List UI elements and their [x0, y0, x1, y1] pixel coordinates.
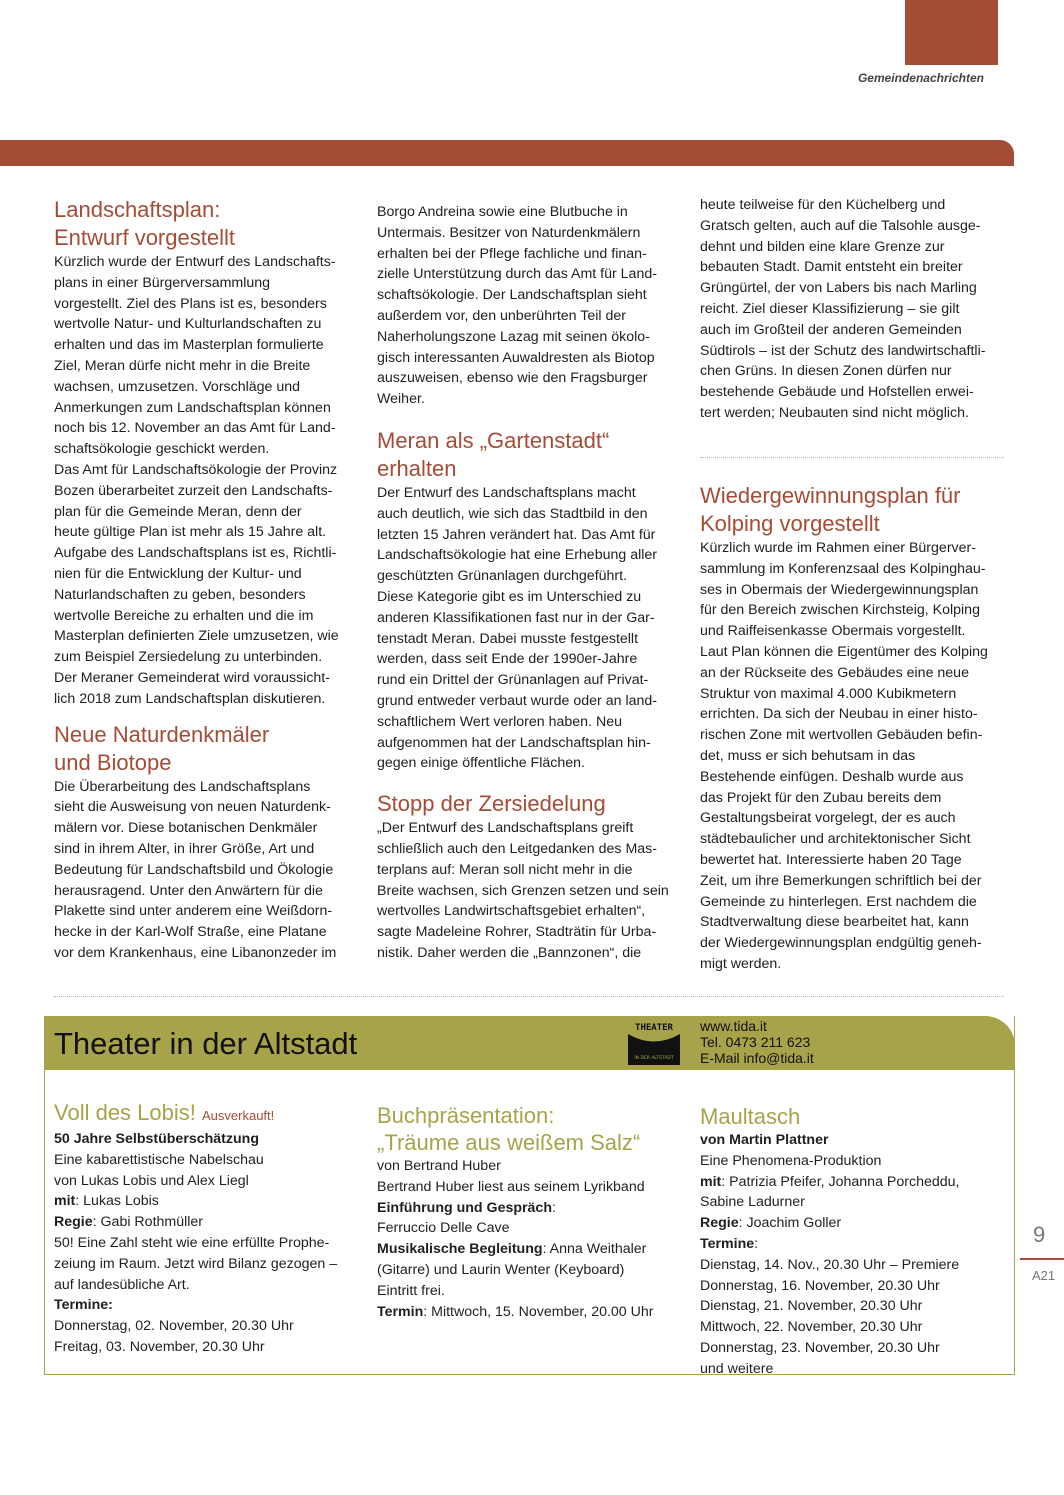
page-code: A21 — [1032, 1268, 1056, 1283]
svg-text:IN DER ALTSTADT: IN DER ALTSTADT — [634, 1056, 674, 1061]
text-line: Ziel, Meran dürfe nicht mehr in die Breite — [54, 357, 311, 374]
top-band — [0, 140, 1014, 166]
text-line: auszuweisen, ebenso wie den Fragsburger — [377, 370, 648, 387]
text-line: wertvolle Bereiche zu erhalten und die im — [54, 607, 314, 624]
email-link[interactable]: E-Mail info@tida.it — [700, 1050, 814, 1066]
event-title: Maultasch — [700, 1104, 801, 1129]
text-line: Die Überarbeitung des Landschaftsplans — [54, 778, 311, 795]
text-line: sieht die Ausweisung von neuen Naturdenk- — [54, 799, 331, 816]
text-line: Bedeutung für Landschaftsbild und Ökologie — [54, 861, 334, 878]
text-line: Untermais. Besitzer von Naturdenkmälern — [377, 224, 641, 241]
text-line: errichten. Da sich der Neubau in einer histo- — [700, 706, 978, 723]
text-line: sagte Madeleine Rohrer, Stadträtin für Urba- — [377, 924, 657, 941]
text-line: Struktur von maximal 4.000 Kubikmetern — [700, 685, 957, 702]
article-body-naturdenkmaeler-cont — [377, 202, 683, 410]
corner-tab — [905, 0, 998, 65]
text-line: Kürzlich wurde im Rahmen einer Bürgerver- — [700, 540, 976, 556]
text-line: chen Grüns. In diesen Zonen dürfen nur — [700, 363, 952, 380]
text-line: rischen Zone mit wertvollen Gebäuden befin- — [700, 727, 983, 744]
website-link[interactable]: www.tida.it — [700, 1018, 767, 1034]
text-line: det, muss er sich behutsam in das — [700, 747, 916, 764]
text-line: Masterplan definierten Ziele umzusetzen, wie — [54, 628, 339, 645]
article-body-gartenstadt — [377, 483, 683, 774]
article-body-landschaftsplan — [54, 252, 360, 710]
text-line: Anmerkungen zum Landschaftsplan können — [54, 399, 331, 416]
text-line: Diese Kategorie gibt es im Unterschied zu — [377, 588, 642, 605]
text-line: plans in einer Bürgerversammlung — [54, 274, 271, 291]
text-line: der Wiedergewinnungsplan endgültig geneh- — [700, 935, 982, 952]
event-title: Buchpräsentation: „Träume aus weißem Salz“ — [377, 1103, 641, 1155]
text-line: bebauten Stadt. Damit entsteht ein breiter — [700, 259, 963, 276]
text-line: Borgo Andreina sowie eine Blutbuche in — [377, 204, 628, 220]
text-line: reicht. Ziel dieser Klassifizierung – sie gilt — [700, 300, 960, 317]
text-line: letzten 15 Jahren verändert hat. Das Amt für — [377, 526, 656, 543]
text-line: Breite wachsen, sich Grenzen setzen und sein — [377, 882, 669, 899]
phone-number: Tel. 0473 211 623 — [700, 1034, 811, 1050]
text-line: für den Bereich zwischen Kirchsteig, Kolping — [700, 602, 980, 619]
column-3-lower — [700, 482, 1006, 975]
text-line: noch bis 12. November an das Amt für Land- — [54, 420, 336, 437]
text-line: tenstadt Meran. Dabei musste festgestellt — [377, 630, 639, 647]
text-line: rund ein Drittel der Grünanlagen auf Privat- — [377, 672, 649, 689]
article-title-landschaftsplan: Landschaftsplan: Entwurf vorgestellt — [54, 197, 235, 250]
text-line: sammlung im Konferenzsaal des Kolpinghau- — [700, 560, 986, 577]
text-line: wertvolle Natur- und Kulturlandschaften zu — [54, 316, 322, 333]
text-line: Naturlandschaften zu geben, besonders — [54, 586, 306, 603]
text-line: nien für die Entwicklung der Kultur- und — [54, 565, 302, 582]
article-title-kolping: Wiedergewinnungsplan für Kolping vorgestellt — [700, 483, 961, 536]
text-line: Gratsch gelten, auch auf die Talsohle ausge- — [700, 217, 981, 234]
text-line: geschützten Grünanlagen durchgeführt. — [377, 568, 628, 585]
text-line: sind in ihrem Alter, in ihrer Größe, Art und — [54, 840, 315, 857]
text-line: vorgestellt. Ziel des Plans ist es, besonders — [54, 295, 327, 312]
text-line: Stadtverwaltung diese bearbeitet hat, kann — [700, 914, 969, 931]
svg-text:THEATER: THEATER — [635, 1023, 673, 1033]
article-body-naturdenkmaeler — [54, 777, 360, 964]
text-line: Gemeinde zu hinterlegen. Erst nachdem die — [700, 893, 977, 910]
text-line: wertvolles Landwirtschaftsgebiet erhalten“, — [377, 903, 646, 920]
column-1 — [54, 196, 360, 964]
text-line: Laut Plan können die Eigentümer des Kolping — [700, 643, 988, 660]
text-line: Weiher. — [377, 391, 425, 408]
text-line: gisch interessanten Auwaldresten als Biotop — [377, 349, 655, 366]
text-line: und Raiffeisenkasse Obermais vorgestellt. — [700, 623, 966, 640]
column-3 — [700, 195, 1006, 424]
text-line: schaftsökologie geschickt werden. — [54, 441, 270, 458]
text-line: Grüngürtel, der von Labers bis nach Marling — [700, 280, 977, 297]
theater-contact — [700, 1018, 814, 1066]
text-line: auch deutlich, wie sich das Stadtbild in den — [377, 505, 648, 522]
text-line: Plakette sind unter anderem eine Weißdorn- — [54, 903, 333, 920]
text-line: werden, dass seit Ende der 1990er-Jahre — [377, 651, 638, 668]
page-number: 9 — [1033, 1222, 1046, 1247]
text-line: ses in Obermais der Wiedergewinnungsplan — [700, 581, 979, 598]
text-line: Bozen überarbeitet zurzeit den Landschafts- — [54, 482, 333, 499]
text-line: Zeit, um ihre Bemerkungen schriftlich bei der — [700, 872, 982, 889]
event-maultasch: Maultasch von Martin Plattner Eine Phenomena-Produktion mit: Patrizia Pfeifer, Johanna Porcheddu, Sabine Ladurner Regie: Joachim Goller Termine: Dienstag, 14. Nov., 20.30 Uhr – Premiere Donnerstag, 16. November, 20.30 Uhr Dienstag, 21. November, 20.30 Uhr Mittwoch, 22. November, 20.30 Uhr Donnerstag, 23. November, 20.30 Uhr und weitere — [700, 1103, 1010, 1380]
text-line: Naherholungszone Lazag mit seinen ökolo- — [377, 328, 650, 345]
text-line: erhalten und das im Masterplan formulierte — [54, 337, 324, 354]
text-line: anderen Klassifikationen fast nur in der Gar- — [377, 609, 655, 626]
text-line: außerdem vor, den unberührten Teil der — [377, 307, 626, 324]
text-line: Der Entwurf des Landschaftsplans macht — [377, 484, 636, 501]
article-title-gartenstadt: Meran als „Gartenstadt“ erhalten — [377, 427, 610, 481]
article-title-zersiedelung: Stopp der Zersiedelung — [377, 791, 606, 817]
article-body-zersiedelung — [377, 818, 683, 964]
text-line: das Projekt für den Zubau bereits dem — [700, 789, 942, 806]
text-line: Südtirols – ist der Schutz des landwirtschaftli- — [700, 342, 986, 359]
text-line: wachsen, umzusetzen. Vorschläge und — [54, 378, 301, 395]
theater-logo-icon — [626, 1019, 682, 1067]
text-line: erhalten bei der Pflege fachliche und finan- — [377, 245, 647, 262]
text-line: schaftlichem Wert verloren haben. Neu — [377, 713, 622, 730]
text-line: gegen einige öffentliche Flächen. — [377, 755, 585, 772]
page-number-rule — [1020, 1258, 1064, 1260]
text-line: Bestehende einfügen. Deshalb wurde aus — [700, 768, 964, 785]
section-label: Gemeindenachrichten — [857, 71, 984, 85]
text-line: bewertet hat. Interessierte haben 20 Tage — [700, 851, 962, 868]
text-line: heute gültige Plan ist mehr als 15 Jahre alt. — [54, 524, 327, 541]
text-line: schaftsökologie. Der Landschaftsplan sieht — [377, 287, 647, 304]
text-line: „Der Entwurf des Landschaftsplans greift — [377, 820, 634, 837]
text-line: nistik. Daher werden die „Bannzonen“, die — [377, 944, 642, 961]
event-voll-des-lobis: Voll des Lobis! Ausverkauft! 50 Jahre Selbstüberschätzung Eine kabarettistische Nabelschau von Lukas Lobis und Alex Liegl mit: Lukas Lobis Regie: Gabi Rothmüller 50! Eine Zahl steht wie eine erfüllte Prophe- zeiung im Raum. Jetzt wird Bilanz gezogen – auf landesübliche Art. Termine: Donnerstag, 02. November, 20.30 Uhr Freitag, 03. November, 20.30 Uhr — [54, 1099, 364, 1358]
text-line: Landschaftsökologie hat eine Erhebung aller — [377, 547, 658, 564]
article-body-zersiedelung-cont — [700, 195, 1006, 424]
text-line: Der Meraner Gemeinderat wird voraussicht- — [54, 669, 330, 686]
text-line: lich 2018 zum Landschaftsplan diskutieren. — [54, 690, 326, 707]
divider — [700, 457, 1004, 458]
text-line: aufgenommen hat der Landschaftsplan hin- — [377, 734, 651, 751]
text-line: zum Beispiel Zersiedelung zu unterbinden. — [54, 649, 323, 666]
text-line: Gestaltungsbeirat vorgelegt, der es auch — [700, 810, 956, 827]
text-line: auch im Großteil der anderen Gemeinden — [700, 321, 962, 338]
text-line: städtebaulicher und architektonischer Sicht — [700, 831, 971, 848]
text-line: zielle Unterstützung durch das Amt für Land- — [377, 266, 657, 283]
text-line: heute teilweise für den Küchelberg und — [700, 197, 946, 213]
event-buchpraesentation: Buchpräsentation: „Träume aus weißem Salz“ von Bertrand Huber Bertrand Huber liest aus seinem Lyrikband Einführung und Gespräch: Ferruccio Delle Cave Musikalische Begleitung: Anna Weithaler (Gitarre) und Laurin Wenter (Keyboard) Eintritt frei. Termin: Mittwoch, 15. November, 20.00 Uhr — [377, 1102, 687, 1322]
text-line: mälern vor. Diese botanischen Denkmäler — [54, 820, 318, 837]
text-line: plan für die Gemeinde Meran, denn der — [54, 503, 302, 520]
text-line: terplans auf: Meran soll nicht mehr in die — [377, 861, 633, 878]
text-line: bestehende Gebäude und Hofstellen erwei- — [700, 384, 974, 401]
text-line: an der Rückseite des Gebäudes eine neue — [700, 664, 969, 681]
text-line: hecke in der Karl-Wolf Straße, eine Platane — [54, 924, 327, 941]
theater-title: Theater in der Altstadt — [54, 1026, 358, 1061]
text-line: schließlich auch den Leitgedanken des Mas- — [377, 840, 657, 857]
text-line: dehnt und bilden eine klare Grenze zur — [700, 238, 945, 255]
text-line: Das Amt für Landschaftsökologie der Provinz — [54, 461, 338, 478]
text-line: herausragend. Unter den Anwärtern für die — [54, 882, 323, 899]
event-title: Voll des Lobis! Ausverkauft! — [54, 1100, 275, 1125]
sold-out-badge: Ausverkauft! — [202, 1108, 275, 1123]
text-line: tert werden; Neubauten sind nicht möglich. — [700, 404, 969, 421]
text-line: migt werden. — [700, 955, 782, 972]
column-2 — [377, 202, 683, 964]
text-line: Kürzlich wurde der Entwurf des Landschafts- — [54, 254, 336, 270]
text-line: vor dem Krankenhaus, eine Libanonzeder im — [54, 944, 337, 961]
article-title-naturdenkmaeler: Neue Naturdenkmäler und Biotope — [54, 721, 270, 775]
text-line: grund entweder verbaut wurde oder an land- — [377, 692, 657, 709]
article-body-kolping — [700, 538, 1006, 975]
divider — [54, 996, 1004, 997]
text-line: Aufgabe des Landschaftsplans ist es, Richtli- — [54, 545, 337, 562]
